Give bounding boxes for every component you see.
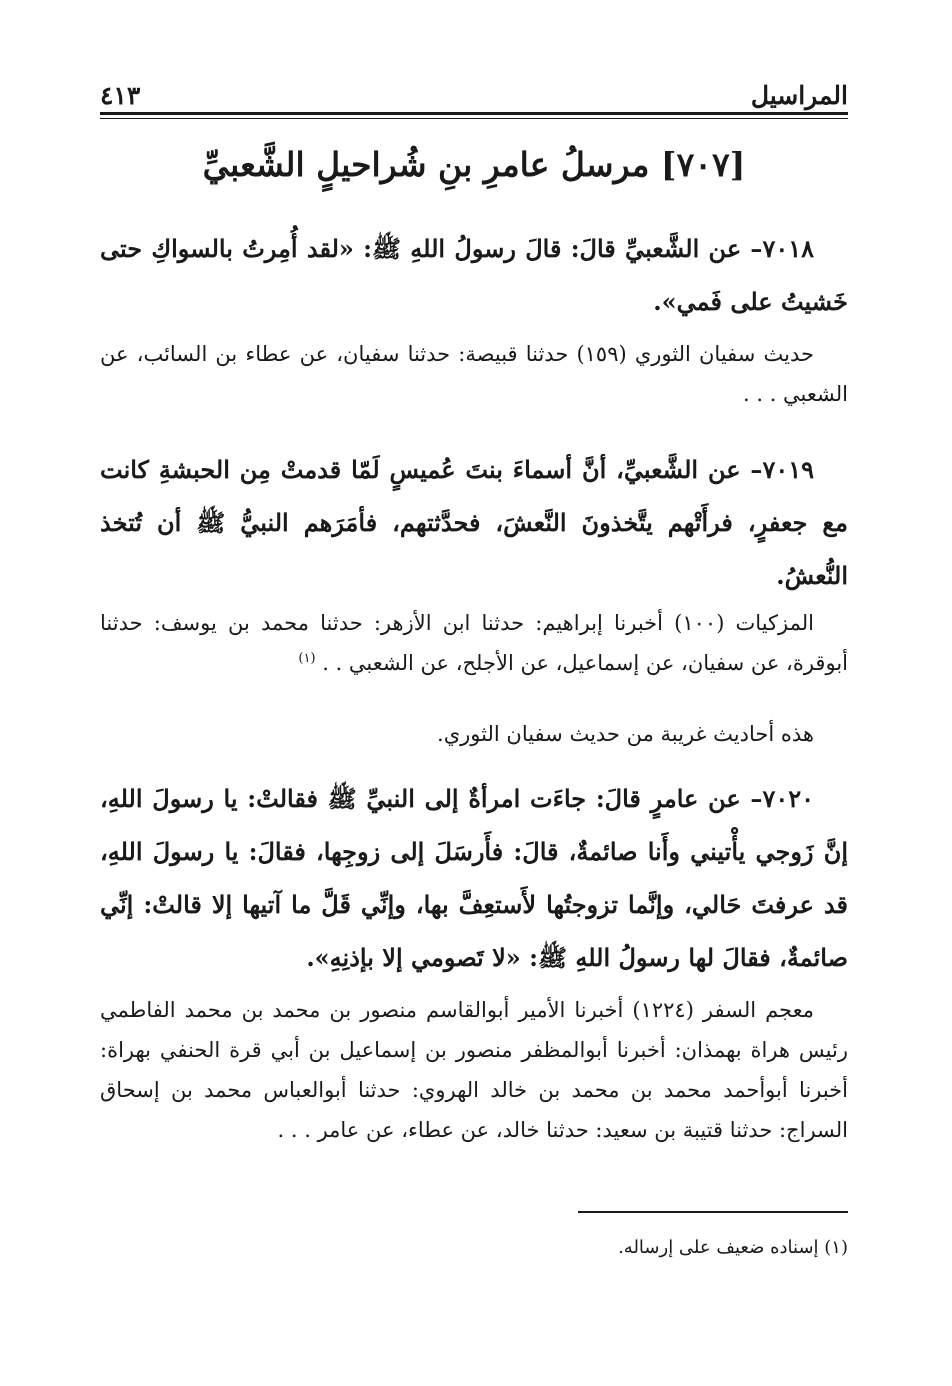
hadith-7020 <box>100 772 848 984</box>
source-7018 <box>100 334 848 414</box>
running-title: المراسيل <box>750 81 848 110</box>
source-text: معجم السفر (١٢٢٤) أخبرنا الأمير أبوالقاسم منصور بن محمد بن محمد الفاطمي رئيس هراة بهمذان: أخبرنا أبوالمظفر منصور بن إسماعيل بن أبي قرة الحنفي بهراة: أخبرنا أبوأحمد محمد بن محمد بن خالد الهروي: حدثنا أبوالعباس محمد بن إسحاق السراج: حدثنا قتيبة بن سعيد: حدثنا خالد، عن عطاء، عن عامر . . . <box>100 998 848 1142</box>
hadith-7018 <box>100 222 848 328</box>
book-page <box>100 0 848 1386</box>
header-rule-thin <box>100 118 848 119</box>
hadith-text: ٧٠٢٠– عن عامرٍ قالَ: جاءَت امرأةٌ إلى النبيِّ ﷺ فقالتْ: يا رسولَ اللهِ، إنَّ زَوجي يأْتيني وأَنا صائمةٌ، قالَ: فأَرسَلَ إلى زوجِها، فقالَ: يا رسولَ اللهِ، قد عرفتَ حَالي، وإنَّما تزوجتُها لأَستعِفَّ بها، وإنِّي قَلَّ ما آتيها إلا قالتْ: إنِّي صائمةٌ، فقالَ لها رسولُ اللهِ ﷺ: «لا تَصومي إلا بإذنِهِ». <box>100 784 848 972</box>
source-text: حديث سفيان الثوري (١٥٩) حدثنا قبيصة: حدثنا سفيان، عن عطاء بن السائب، عن الشعبي . . . <box>100 342 848 406</box>
hadith-text: ٧٠١٨– عن الشَّعبيِّ قالَ: قالَ رسولُ اللهِ ﷺ: «لقد أُمِرتُ بالسواكِ حتى خَشيتُ على فَمي». <box>100 234 848 316</box>
note-7019 <box>100 714 848 754</box>
chapter-title: [٧٠٧] مرسلُ عامرِ بنِ شُراحيلٍ الشَّعبيِّ <box>202 145 746 184</box>
header-rule-thick <box>100 112 848 115</box>
source-text: المزكيات (١٠٠) أخبرنا إبراهيم: حدثنا ابن الأزهر: حدثنا محمد بن يوسف: حدثنا أبوقرة، عن سفيان، عن إسماعيل، عن الأجلح، عن الشعبي . . <box>100 611 848 675</box>
hadith-7019 <box>100 443 848 602</box>
source-7019 <box>100 603 848 683</box>
footnote-ref[interactable]: (١) <box>298 651 316 666</box>
footnote: (١) إسناده ضعيف على إرساله. <box>618 1237 848 1258</box>
source-7020 <box>100 990 848 1150</box>
running-head <box>100 70 848 110</box>
footnote-rule <box>578 1211 848 1213</box>
hadith-text: ٧٠١٩– عن الشَّعبيِّ، أنَّ أسماءَ بنتَ عُميسٍ لَمّا قدمتْ مِن الحبشةِ كانت مع جعفرٍ، فرأَتْهم يتَّخذونَ النَّعشَ، فحدَّثتهم، فأمَرَهم النبيُّ ﷺ أن تُتخذ النُّعشُ. <box>100 455 848 590</box>
page-number: ٤١٣ <box>100 81 141 110</box>
note-text: هذه أحاديث غريبة من حديث سفيان الثوري. <box>437 722 814 746</box>
